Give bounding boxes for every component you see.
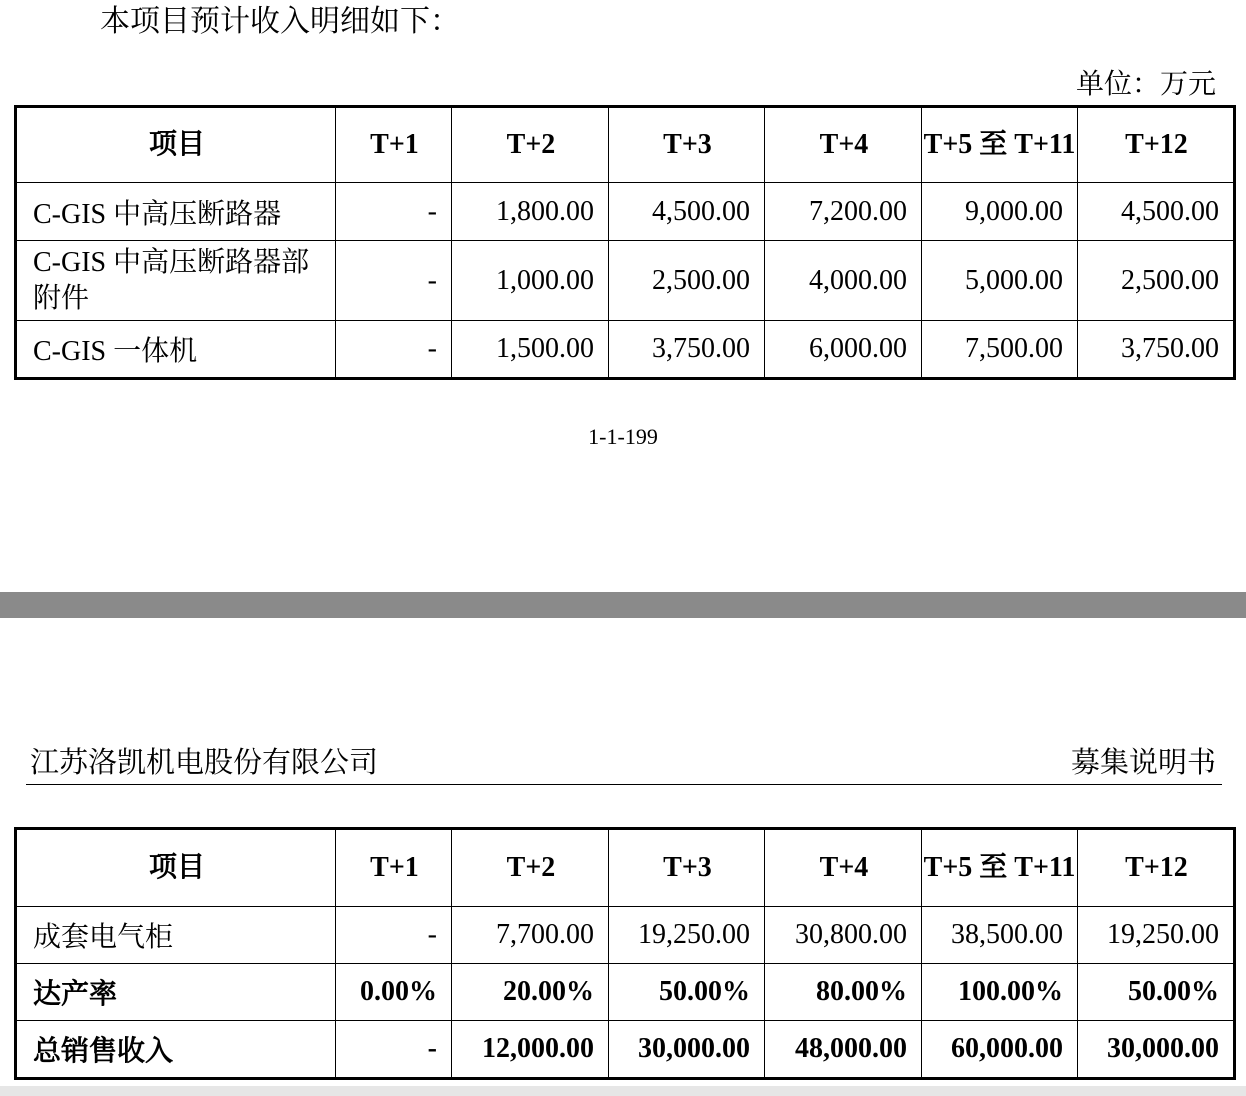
col-header-t4: T+4 (765, 107, 922, 183)
col-header-item: 项目 (16, 107, 336, 183)
row-label: 达产率 (16, 964, 336, 1021)
cell-value: - (336, 1021, 452, 1079)
cell-value: 19,250.00 (1078, 907, 1235, 964)
cell-value: 50.00% (1078, 964, 1235, 1021)
cell-value: 1,800.00 (452, 183, 609, 241)
cell-value: 20.00% (452, 964, 609, 1021)
intro-text: 本项目预计收入明细如下： (100, 4, 460, 39)
cell-value: 2,500.00 (609, 241, 765, 321)
cell-value: 3,750.00 (609, 321, 765, 379)
table-row (16, 1021, 1235, 1079)
cell-value: 60,000.00 (922, 1021, 1078, 1079)
cell-value: 7,700.00 (452, 907, 609, 964)
cell-value: 12,000.00 (452, 1021, 609, 1079)
row-label: C-GIS 中高压断路器部附件 (16, 241, 336, 321)
table-row (16, 907, 1235, 964)
row-label: C-GIS 一体机 (16, 321, 336, 379)
cell-value: 4,000.00 (765, 241, 922, 321)
cell-value: 50.00% (609, 964, 765, 1021)
cell-value: 30,800.00 (765, 907, 922, 964)
cell-value: - (336, 183, 452, 241)
cell-value: - (336, 907, 452, 964)
table-row (16, 964, 1235, 1021)
cell-value: 30,000.00 (1078, 1021, 1235, 1079)
col-header-item: 项目 (16, 829, 336, 907)
col-header-t5-t11: T+5 至 T+11 (922, 107, 1078, 183)
col-header-t3: T+3 (609, 829, 765, 907)
cell-value: 7,500.00 (922, 321, 1078, 379)
table-row (16, 241, 1235, 321)
cell-value: 5,000.00 (922, 241, 1078, 321)
unit-label: 单位：万元 (1075, 67, 1216, 100)
cell-value: 4,500.00 (609, 183, 765, 241)
cell-value: 48,000.00 (765, 1021, 922, 1079)
col-header-t12: T+12 (1078, 107, 1235, 183)
header-company-name: 江苏洛凯机电股份有限公司 (30, 745, 379, 779)
page-number: 1-1-199 (588, 424, 658, 449)
cell-value: 80.00% (765, 964, 922, 1021)
cell-value: 6,000.00 (765, 321, 922, 379)
cell-value: 1,500.00 (452, 321, 609, 379)
col-header-t5-t11: T+5 至 T+11 (922, 829, 1078, 907)
table-header-row (16, 829, 1235, 907)
table-row (16, 183, 1235, 241)
cell-value: - (336, 241, 452, 321)
col-header-t12: T+12 (1078, 829, 1235, 907)
col-header-t2: T+2 (452, 829, 609, 907)
col-header-t1: T+1 (336, 107, 452, 183)
table-row (16, 321, 1235, 379)
cell-value: 100.00% (922, 964, 1078, 1021)
row-label: C-GIS 中高压断路器 (16, 183, 336, 241)
page-divider (0, 592, 1246, 618)
cell-value: 4,500.00 (1078, 183, 1235, 241)
cell-value: 2,500.00 (1078, 241, 1235, 321)
cell-value: 30,000.00 (609, 1021, 765, 1079)
cell-value: 7,200.00 (765, 183, 922, 241)
col-header-t3: T+3 (609, 107, 765, 183)
cell-value: 3,750.00 (1078, 321, 1235, 379)
row-label: 成套电气柜 (16, 907, 336, 964)
cell-value: 0.00% (336, 964, 452, 1021)
table-header-row (16, 107, 1235, 183)
cell-value: - (336, 321, 452, 379)
page-bottom-edge (0, 1086, 1246, 1096)
header-doc-title: 募集说明书 (1070, 745, 1216, 779)
revenue-table-2 (14, 827, 1236, 1080)
cell-value: 9,000.00 (922, 183, 1078, 241)
revenue-table-1 (14, 105, 1236, 380)
cell-value: 38,500.00 (922, 907, 1078, 964)
header-rule (26, 784, 1222, 785)
cell-value: 19,250.00 (609, 907, 765, 964)
col-header-t2: T+2 (452, 107, 609, 183)
cell-value: 1,000.00 (452, 241, 609, 321)
col-header-t1: T+1 (336, 829, 452, 907)
col-header-t4: T+4 (765, 829, 922, 907)
row-label: 总销售收入 (16, 1021, 336, 1079)
